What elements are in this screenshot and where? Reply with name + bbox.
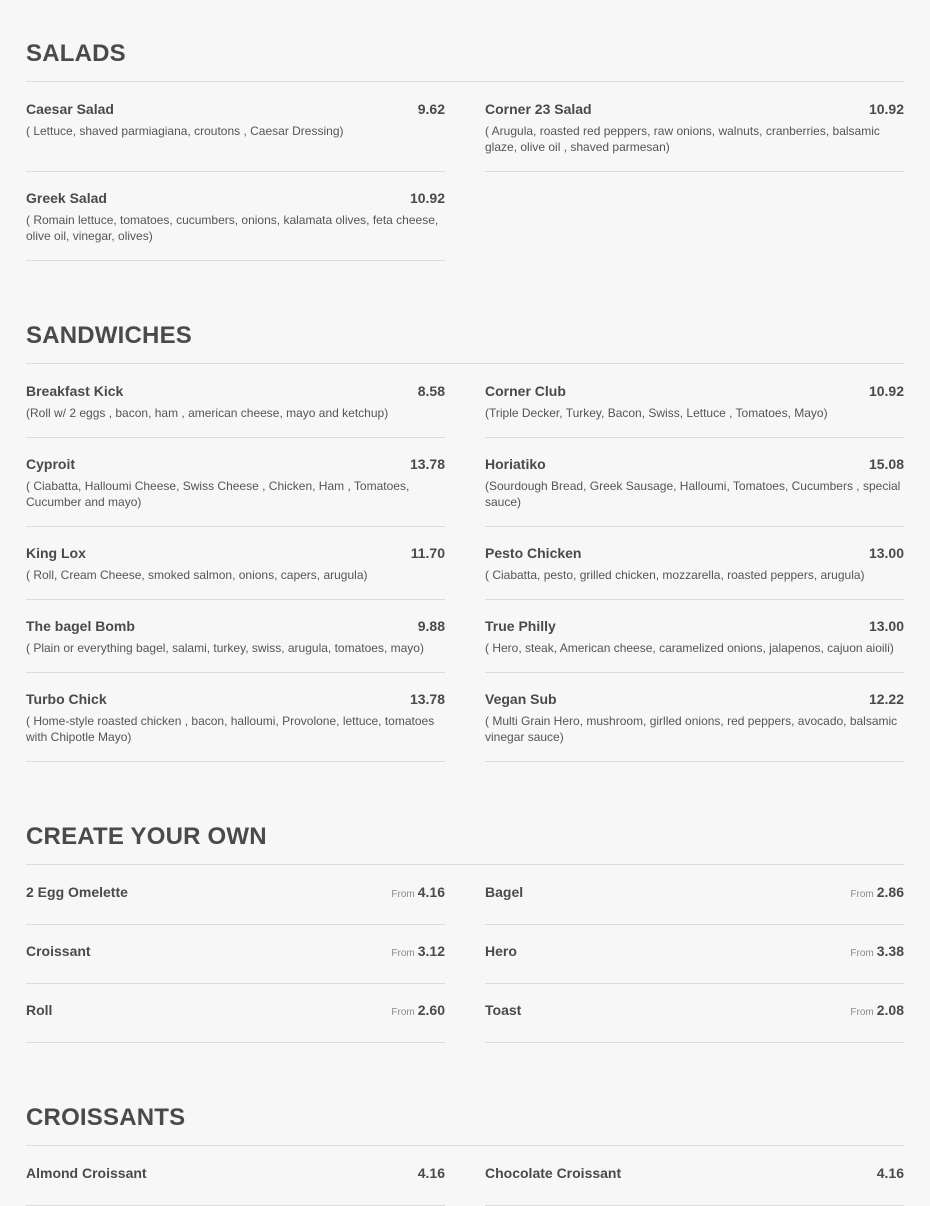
item-price <box>391 943 445 962</box>
item-price: 13.78 <box>409 691 445 707</box>
price-value: 3.38 <box>876 943 904 959</box>
menu-item-the-bagel-bomb[interactable] <box>26 599 445 673</box>
menu-item-greek-salad[interactable] <box>26 171 445 261</box>
item-description: ( Lettuce, shaved parmiagiana, croutons , Caesar Dressing) <box>26 124 344 138</box>
item-name: Corner Club <box>485 383 566 399</box>
item-name: Cyproit <box>26 456 75 472</box>
price-from-label: From <box>391 1007 415 1018</box>
item-name: Croissant <box>26 943 91 959</box>
item-description: ( Plain or everything bagel, salami, turkey, swiss, arugula, tomatoes, mayo) <box>26 641 424 655</box>
item-price: 10.92 <box>409 190 445 206</box>
item-name: Breakfast Kick <box>26 383 124 399</box>
item-price <box>850 1002 904 1021</box>
item-name: Turbo Chick <box>26 691 107 707</box>
menu-item-true-philly[interactable] <box>485 599 904 673</box>
menu-item-roll[interactable] <box>26 983 445 1043</box>
section-title-sandwiches: SANDWICHES <box>26 322 193 349</box>
price-from-label: From <box>850 1007 874 1018</box>
menu-item-horiatiko[interactable] <box>485 437 904 527</box>
item-price: 4.16 <box>876 1165 904 1181</box>
item-price: 9.62 <box>417 101 445 117</box>
item-name: Vegan Sub <box>485 691 557 707</box>
item-name: Greek Salad <box>26 190 107 206</box>
price-from-label: From <box>391 889 415 900</box>
price-value: 2.86 <box>876 884 904 900</box>
item-description: ( Home-style roasted chicken , bacon, halloumi, Provolone, lettuce, tomatoes with Chipotle Mayo) <box>26 714 435 744</box>
menu-item-corner-23-salad[interactable] <box>485 82 904 172</box>
menu-item-toast[interactable] <box>485 983 904 1043</box>
item-name: King Lox <box>26 545 86 561</box>
item-name: Toast <box>485 1002 522 1018</box>
item-price <box>850 884 904 903</box>
price-from-label: From <box>850 889 874 900</box>
item-price: 13.00 <box>868 618 904 634</box>
menu-item-pesto-chicken[interactable] <box>485 526 904 600</box>
item-price: 8.58 <box>417 383 445 399</box>
price-value: 2.08 <box>876 1002 904 1018</box>
price-value: 2.60 <box>417 1002 445 1018</box>
menu-item-caesar-salad[interactable] <box>26 82 445 172</box>
item-price: 10.92 <box>868 101 904 117</box>
price-value: 3.12 <box>417 943 445 959</box>
menu-item-chocolate-croissant[interactable] <box>485 1146 904 1206</box>
menu-item-bagel[interactable] <box>485 865 904 925</box>
item-name: Chocolate Croissant <box>485 1165 622 1181</box>
item-description: (Roll w/ 2 eggs , bacon, ham , american cheese, mayo and ketchup) <box>26 406 389 420</box>
item-name: Caesar Salad <box>26 101 114 117</box>
menu-item-vegan-sub[interactable] <box>485 672 904 762</box>
section-title-salads: SALADS <box>26 40 126 67</box>
menu-item-2-egg-omelette[interactable] <box>26 865 445 925</box>
item-price: 13.00 <box>868 545 904 561</box>
item-name: Hero <box>485 943 517 959</box>
item-name: The bagel Bomb <box>26 618 135 634</box>
menu-item-breakfast-kick[interactable] <box>26 364 445 438</box>
item-description: (Sourdough Bread, Greek Sausage, Halloumi, Tomatoes, Cucumbers , special sauce) <box>485 479 901 509</box>
item-description: ( Multi Grain Hero, mushroom, girlled onions, red peppers, avocado, balsamic vinegar sauce) <box>485 714 898 744</box>
menu-item-turbo-chick[interactable] <box>26 672 445 762</box>
price-from-label: From <box>850 948 874 959</box>
item-name: True Philly <box>485 618 556 634</box>
menu-item-croissant[interactable] <box>26 924 445 984</box>
item-price: 11.70 <box>410 545 445 561</box>
item-name: Bagel <box>485 884 524 900</box>
item-name: Horiatiko <box>485 456 546 472</box>
item-description: ( Arugula, roasted red peppers, raw onions, walnuts, cranberries, balsamic glaze, olive oil , shaved parmesan) <box>485 124 880 154</box>
item-price <box>850 943 904 962</box>
item-description: (Triple Decker, Turkey, Bacon, Swiss, Lettuce , Tomatoes, Mayo) <box>485 406 828 420</box>
item-name: 2 Egg Omelette <box>26 884 128 900</box>
section-title-croissants: CROISSANTS <box>26 1104 186 1131</box>
item-price: 9.88 <box>417 618 445 634</box>
menu-item-corner-club[interactable] <box>485 364 904 438</box>
item-price: 15.08 <box>868 456 904 472</box>
item-name: Roll <box>26 1002 53 1018</box>
item-description: ( Romain lettuce, tomatoes, cucumbers, onions, kalamata olives, feta cheese, olive oil, vinegar, olives) <box>26 213 439 243</box>
price-value: 4.16 <box>417 884 445 900</box>
price-from-label: From <box>391 948 415 959</box>
item-name: Almond Croissant <box>26 1165 147 1181</box>
item-price: 13.78 <box>409 456 445 472</box>
item-description: ( Ciabatta, Halloumi Cheese, Swiss Cheese , Chicken, Ham , Tomatoes, Cucumber and mayo) <box>26 479 410 509</box>
menu-item-cyproit[interactable] <box>26 437 445 527</box>
item-price: 10.92 <box>868 383 904 399</box>
item-description: ( Roll, Cream Cheese, smoked salmon, onions, capers, arugula) <box>26 568 368 582</box>
item-description: ( Hero, steak, American cheese, caramelized onions, jalapenos, cajuon aioili) <box>485 641 894 655</box>
item-price: 4.16 <box>417 1165 445 1181</box>
menu-item-hero[interactable] <box>485 924 904 984</box>
item-price <box>391 884 445 903</box>
item-price <box>391 1002 445 1021</box>
item-name: Corner 23 Salad <box>485 101 592 117</box>
item-description: ( Ciabatta, pesto, grilled chicken, mozzarella, roasted peppers, arugula) <box>485 568 865 582</box>
menu-item-king-lox[interactable] <box>26 526 445 600</box>
item-price: 12.22 <box>868 691 904 707</box>
menu-item-almond-croissant[interactable] <box>26 1146 445 1206</box>
item-name: Pesto Chicken <box>485 545 582 561</box>
section-title-create-your-own: CREATE YOUR OWN <box>26 823 267 850</box>
